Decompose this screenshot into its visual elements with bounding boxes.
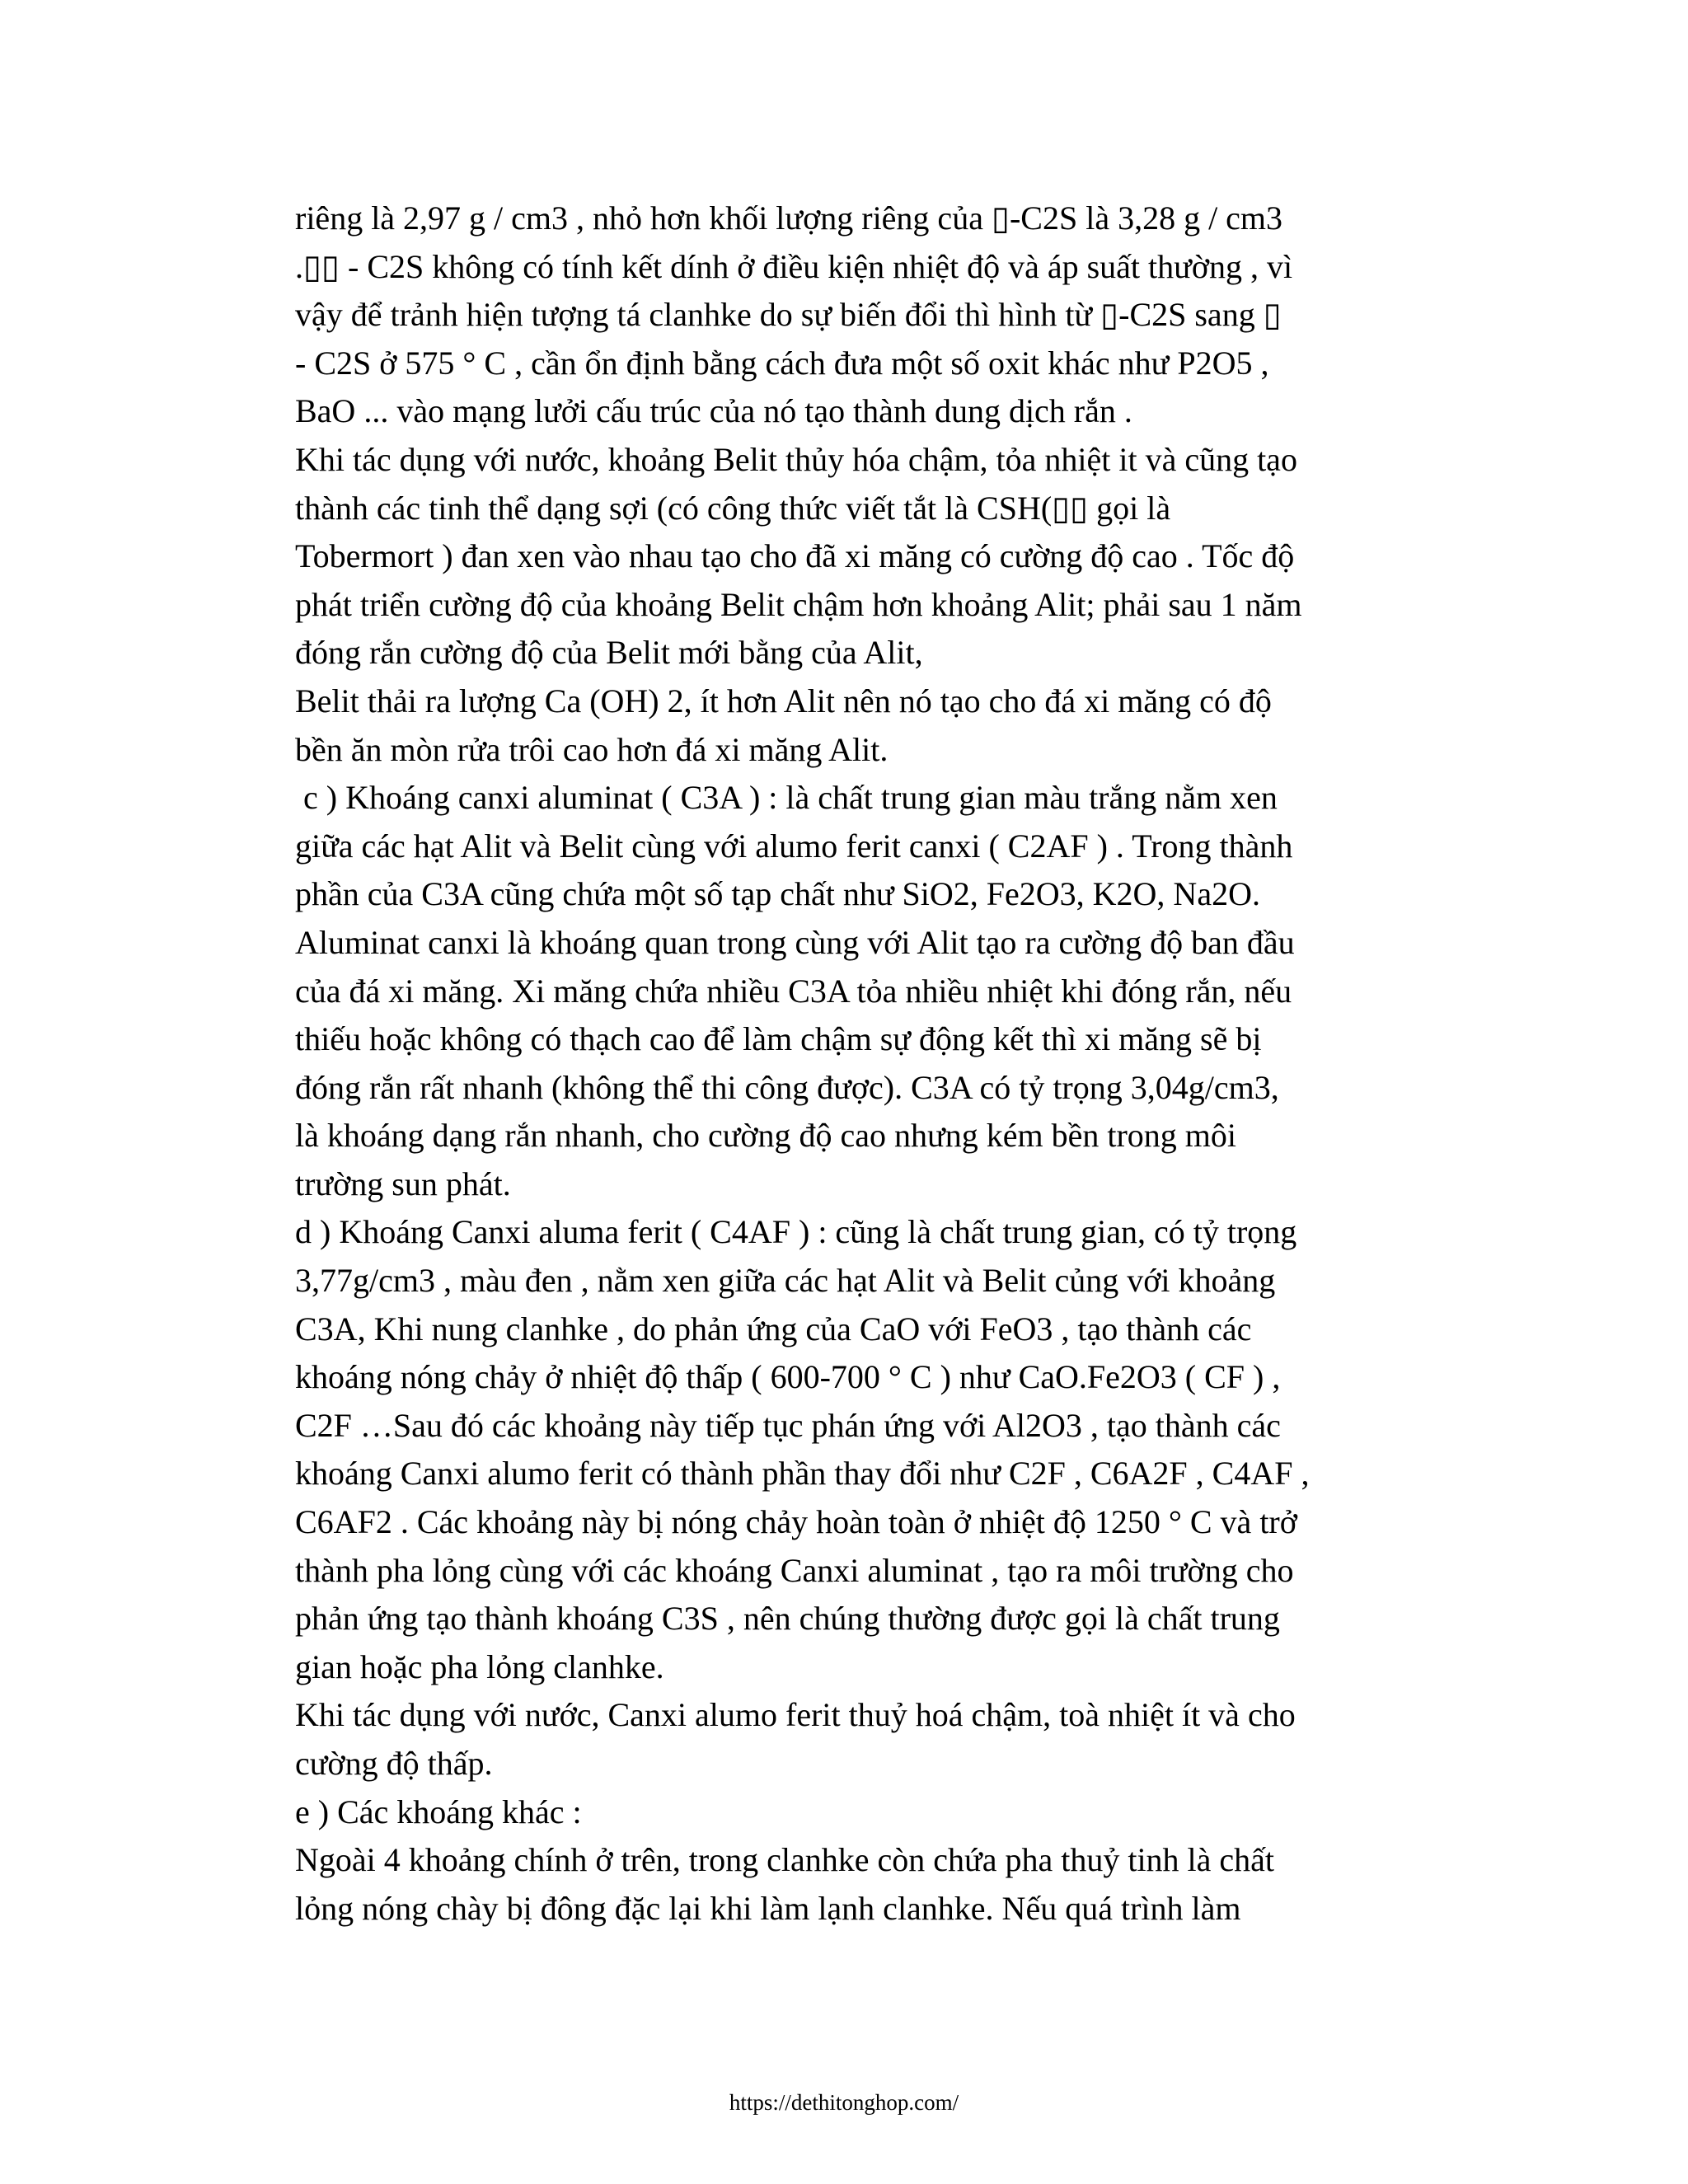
text-line: Aluminat canxi là khoáng quan trong cùng với Alit tạo ra cường độ ban đầu: [295, 923, 1295, 961]
text-line: C2F …Sau đó các khoảng này tiếp tục phán ứng với Al2O3 , tạo thành các: [295, 1406, 1281, 1444]
text-line: phản ứng tạo thành khoáng C3S , nên chúng thường được gọi là chất trung: [295, 1600, 1280, 1638]
text-line: cường độ thấp.: [295, 1745, 493, 1782]
text-line: đóng rắn rất nhanh (không thể thi công được). C3A có tỷ trọng 3,04g/cm3,: [295, 1068, 1279, 1106]
text-line: đóng rắn cường độ của Belit mới bằng của Alit,: [295, 634, 923, 672]
text-line: riêng là 2,97 g / cm3 , nhỏ hơn khối lượng riêng của ▯-C2S là 3,28 g / cm3: [295, 199, 1283, 237]
text-line: 3,77g/cm3 , màu đen , nằm xen giữa các hạt Alit và Belit củng với khoảng: [295, 1262, 1276, 1300]
text-line: phần của C3A cũng chứa một số tạp chất như SiO2, Fe2O3, K2O, Na2O.: [295, 875, 1260, 913]
text-line: phát triển cường độ của khoảng Belit chậm hơn khoảng Alit; phải sau 1 năm: [295, 585, 1302, 623]
text-line: C3A, Khi nung clanhke , do phản ứng của CaO với FeO3 , tạo thành các: [295, 1310, 1252, 1347]
text-line: C6AF2 . Các khoảng này bị nóng chảy hoàn toàn ở nhiệt độ 1250 ° C và trở: [295, 1503, 1297, 1541]
text-line: Belit thải ra lượng Ca (OH) 2, ít hơn Alit nên nó tạo cho đá xi măng có độ: [295, 682, 1272, 719]
text-line: thành các tinh thể dạng sợi (có công thức viết tắt là CSH(▯▯ gọi là: [295, 489, 1171, 527]
text-line: vậy để trảnh hiện tượng tá clanhke do sự biến đổi thì hình từ ▯-C2S sang ▯: [295, 296, 1282, 334]
text-line: khoáng Canxi alumo ferit có thành phần thay đổi như C2F , C6A2F , C4AF ,: [295, 1455, 1310, 1493]
text-line: lỏng nóng chày bị đông đặc lại khi làm lạnh clanhke. Nếu quá trình làm: [295, 1889, 1241, 1927]
text-line: trường sun phát.: [295, 1165, 511, 1202]
text-line: bền ăn mòn rửa trôi cao hơn đá xi măng Alit.: [295, 730, 889, 768]
text-line: c ) Khoáng canxi aluminat ( C3A ) : là chất trung gian màu trắng nằm xen: [295, 779, 1278, 817]
text-line: khoáng nóng chảy ở nhiệt độ thấp ( 600-700 ° C ) như CaO.Fe2O3 ( CF ) ,: [295, 1358, 1281, 1396]
text-line: BaO ... vào mạng lưởi cấu trúc của nó tạo thành dung dịch rắn .: [295, 392, 1132, 430]
text-line: Khi tác dụng với nước, Canxi alumo ferit thuỷ hoá chậm, toà nhiệt ít và cho: [295, 1696, 1296, 1734]
text-line: giữa các hạt Alit và Belit cùng với alumo ferit canxi ( C2AF ) . Trong thành: [295, 827, 1293, 865]
text-line: e ) Các khoáng khác :: [295, 1793, 582, 1830]
text-line: thiếu hoặc không có thạch cao để làm chậm sự động kết thì xi măng sẽ bị: [295, 1020, 1262, 1058]
text-line: Khi tác dụng với nước, khoảng Belit thủy hóa chậm, tỏa nhiệt it và cũng tạo: [295, 440, 1297, 478]
text-line: .▯▯ - C2S không có tính kết dính ở điều kiện nhiệt độ và áp suất thường , vì: [295, 247, 1293, 285]
text-line: của đá xi măng. Xi măng chứa nhiều C3A tỏa nhiều nhiệt khi đóng rắn, nếu: [295, 972, 1292, 1010]
text-line: Tobermort ) đan xen vào nhau tạo cho đã xi măng có cường độ cao . Tốc độ: [295, 537, 1295, 575]
footer-url: https://dethitonghop.com/: [729, 2090, 959, 2115]
text-line: là khoáng dạng rắn nhanh, cho cường độ cao nhưng kém bền trong môi: [295, 1117, 1237, 1155]
document-body: [295, 194, 1465, 1933]
text-line: gian hoặc pha lỏng clanhke.: [295, 1647, 664, 1685]
text-line: thành pha lỏng cùng với các khoáng Canxi aluminat , tạo ra môi trường cho: [295, 1551, 1294, 1589]
text-line: d ) Khoáng Canxi aluma ferit ( C4AF ) : cũng là chất trung gian, có tỷ trọng: [295, 1213, 1297, 1251]
text-line: Ngoài 4 khoảng chính ở trên, trong clanhke còn chứa pha thuỷ tinh là chất: [295, 1841, 1275, 1879]
text-line: - C2S ở 575 ° C , cần ổn định bằng cách đưa một số oxit khác như P2O5 ,: [295, 344, 1269, 382]
